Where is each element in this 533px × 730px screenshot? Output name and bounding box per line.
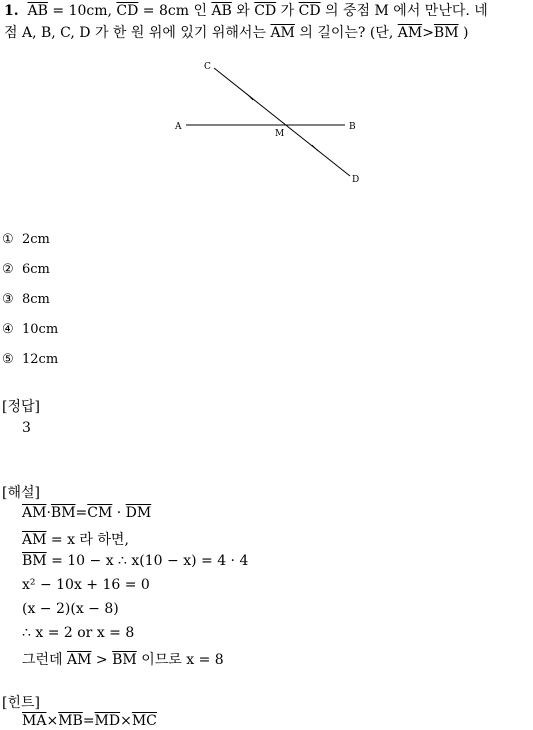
choice-4[interactable] bbox=[2, 322, 58, 337]
point-m-label: M bbox=[275, 129, 285, 139]
choice-5[interactable] bbox=[2, 352, 58, 367]
choice-marker: ⑤ bbox=[2, 352, 14, 367]
explanation-line-5: (x − 2)(x − 8) bbox=[22, 601, 119, 617]
point-c-label: C bbox=[204, 62, 211, 72]
operator: > bbox=[91, 652, 113, 668]
problem-text: > bbox=[422, 25, 434, 41]
explanation-line-7 bbox=[22, 649, 224, 669]
problem-text: = 8cm 인 bbox=[138, 3, 212, 19]
explanation-text: = x 라 하면, bbox=[46, 532, 129, 548]
choice-text: 6cm bbox=[22, 262, 50, 277]
explanation-line-1 bbox=[22, 505, 151, 521]
answer-value: 3 bbox=[22, 420, 31, 436]
segment-md: $\overline{MD}$ bbox=[94, 713, 121, 729]
explanation-text: 이므로 x = 8 bbox=[136, 652, 224, 668]
choice-text: 10cm bbox=[22, 322, 59, 337]
operator: × bbox=[46, 713, 59, 729]
hint-line-1 bbox=[22, 713, 157, 729]
choice-3[interactable] bbox=[2, 292, 50, 307]
problem-text: ) bbox=[458, 25, 469, 41]
explanation-text: 그런데 bbox=[22, 652, 68, 668]
operator: · bbox=[112, 505, 126, 521]
operator: = bbox=[82, 713, 95, 729]
explanation-label: [해설] bbox=[2, 485, 40, 501]
choice-marker: ② bbox=[2, 262, 14, 277]
segment-am: $\overline{AM}$ bbox=[397, 25, 423, 41]
tick-mark-dm bbox=[312, 145, 318, 151]
segment-cd: $\overline{CD}$ bbox=[298, 3, 321, 19]
operator: = bbox=[75, 505, 88, 521]
choice-1[interactable] bbox=[2, 232, 50, 247]
explanation-line-6: ∴ x = 2 or x = 8 bbox=[22, 625, 135, 641]
explanation-line-3 bbox=[22, 553, 248, 569]
segment-dm: $\overline{DM}$ bbox=[125, 505, 152, 521]
segment-bm: $\overline{BM}$ bbox=[433, 25, 459, 41]
problem-text: 점 A, B, C, D 가 한 원 위에 있기 위해서는 bbox=[4, 25, 271, 41]
operator: · bbox=[46, 505, 51, 521]
segment-cd: $\overline{CD}$ bbox=[254, 3, 277, 19]
chord-diagram bbox=[0, 0, 533, 200]
segment-am: $\overline{AM}$ bbox=[22, 505, 47, 521]
choice-text: 2cm bbox=[22, 232, 50, 247]
choice-text: 12cm bbox=[22, 352, 59, 367]
segment-ab: $\overline{AB}$ bbox=[211, 3, 232, 19]
choice-marker: ④ bbox=[2, 322, 14, 337]
point-d-label: D bbox=[352, 175, 360, 185]
answer-label: [정답] bbox=[2, 399, 40, 415]
segment-am: $\overline{AM}$ bbox=[22, 532, 47, 548]
choice-marker: ① bbox=[2, 232, 14, 247]
segment-am: $\overline{AM}$ bbox=[67, 652, 92, 668]
segment-mb: $\overline{MB}$ bbox=[58, 713, 83, 729]
problem-text: 가 bbox=[276, 3, 299, 19]
point-a-label: A bbox=[175, 122, 182, 132]
segment-cm: $\overline{CM}$ bbox=[87, 505, 113, 521]
choice-text: 8cm bbox=[22, 292, 50, 307]
problem-text: 의 길이는? (단, bbox=[294, 25, 398, 41]
segment-am: $\overline{AM}$ bbox=[270, 25, 295, 41]
segment-ma: $\overline{MA}$ bbox=[22, 713, 47, 729]
problem-text: 와 bbox=[231, 3, 255, 19]
tick-mark-cm bbox=[247, 94, 253, 100]
segment-bm: $\overline{BM}$ bbox=[50, 505, 76, 521]
problem-text: = 10cm, bbox=[47, 3, 117, 19]
hint-label: [힌트] bbox=[2, 695, 40, 711]
segment-ab: $\overline{AB}$ bbox=[27, 3, 48, 19]
explanation-line-4: x² − 10x + 16 = 0 bbox=[22, 577, 150, 593]
choice-2[interactable] bbox=[2, 262, 50, 277]
segment-bm: $\overline{BM}$ bbox=[22, 553, 47, 569]
operator: × bbox=[120, 713, 132, 729]
problem-text: 의 중점 M 에서 만난다. 네 bbox=[320, 3, 488, 19]
segment-mc: $\overline{MC}$ bbox=[131, 713, 157, 729]
chord-cd bbox=[214, 68, 350, 176]
segment-bm: $\overline{BM}$ bbox=[112, 652, 137, 668]
explanation-line-2 bbox=[22, 529, 129, 549]
problem-number: 1. bbox=[4, 3, 19, 19]
segment-cd: $\overline{CD}$ bbox=[116, 3, 139, 19]
choice-marker: ③ bbox=[2, 292, 14, 307]
explanation-text: = 10 − x ∴ x(10 − x) = 4 · 4 bbox=[46, 553, 249, 569]
point-b-label: B bbox=[349, 122, 356, 132]
